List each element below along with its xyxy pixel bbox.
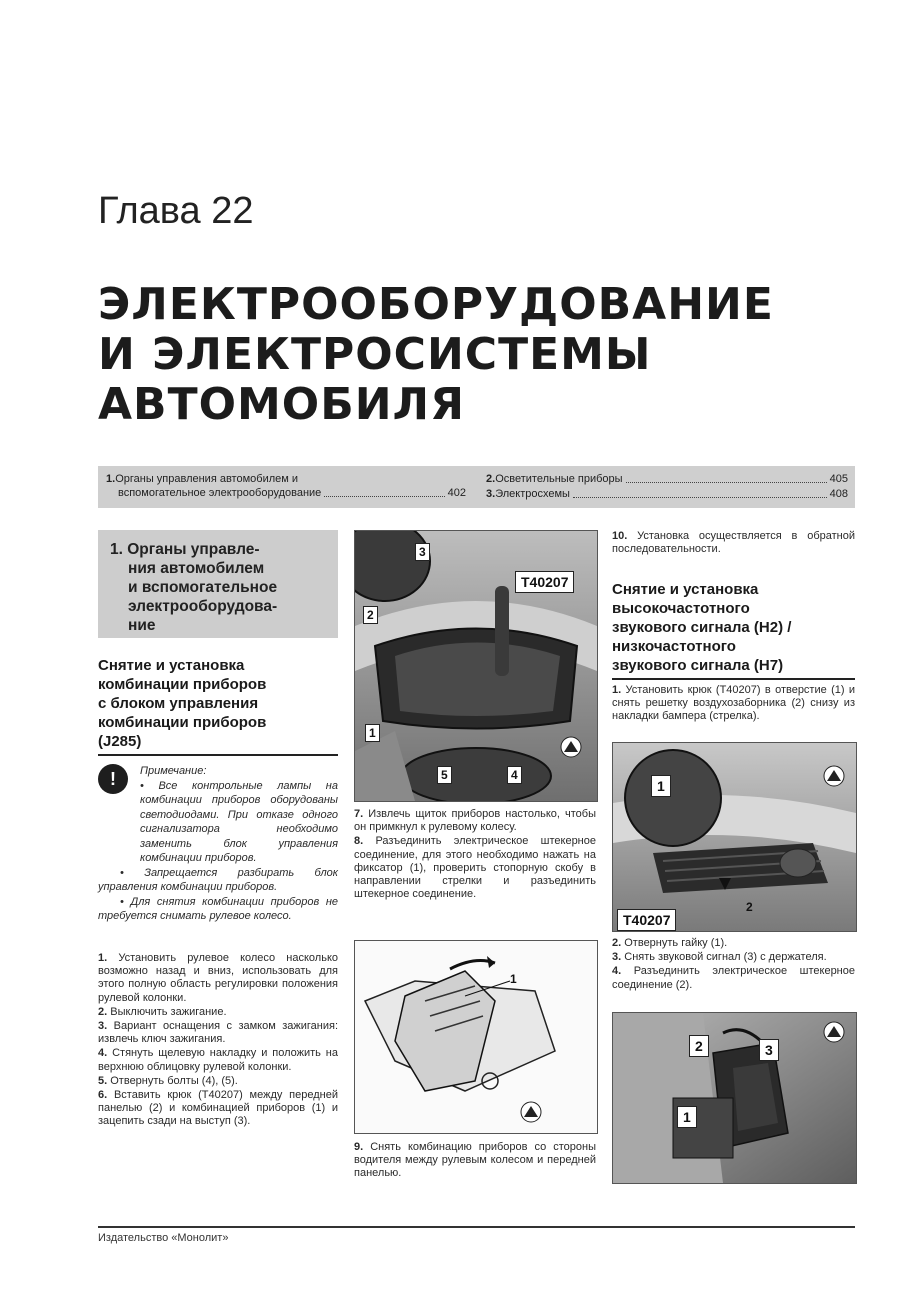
footer-rule (98, 1226, 855, 1228)
heading-rule (98, 754, 338, 756)
note-bullet: • Запрещается разбирать блок управления комбинации приборов. (98, 866, 338, 893)
step: 3. Вариант оснащения с замком зажигания: извлечь ключ зажигания. (98, 1020, 339, 1046)
steps-list (98, 952, 338, 1130)
figure-callout: 2 (746, 900, 753, 914)
title-line: И ЭЛЕКТРОСИСТЕМЫ (98, 329, 652, 380)
toc-page: 402 (447, 487, 466, 499)
chapter-contents (98, 466, 855, 508)
toc-text: вспомогательное электрооборудование (118, 487, 322, 499)
step: 2. Выключить зажигание. (98, 1005, 227, 1018)
figure-callout: T40207 (617, 909, 676, 931)
figure-callout: 1 (365, 724, 380, 742)
heading-rule (612, 678, 855, 680)
title-line: АВТОМОБИЛЯ (98, 379, 465, 430)
toc-item[interactable] (106, 472, 466, 500)
figure-callout: 1 (677, 1106, 697, 1128)
chapter-title (98, 280, 858, 430)
figure-callout: T40207 (515, 571, 574, 593)
photo-illustration (613, 1013, 856, 1183)
note-bullet: • Для снятия комбинации приборов не требуется снимать рулевое колесо. (98, 895, 338, 922)
figure-callout: 5 (437, 766, 452, 784)
toc-item[interactable] (486, 472, 848, 486)
subsection-heading: Снятие и установка комбинации приборов с блоком управления комбинации приборов (J285) (98, 656, 338, 756)
step: 2. Отвернуть гайку (1). (612, 937, 728, 949)
toc-page: 405 (829, 473, 848, 485)
note-bullet: • Все контрольные лампы на комбинации приборов оборудованы светодиодами. При отказе одного сигнализатора необходимо заменить блок управления комбинации приборов. (140, 779, 338, 864)
publisher-footer: Издательство «Монолит» (98, 1232, 229, 1244)
step: 7. Извлечь щиток приборов настолько, чтобы он примкнул к рулевому колесу. (354, 808, 596, 834)
figure-callout: 1 (651, 775, 671, 797)
note-label: Примечание: (140, 765, 207, 777)
horn-photo (612, 1012, 857, 1184)
figure-callout: 4 (507, 766, 522, 784)
publisher-logo-icon (823, 1021, 845, 1043)
step: 1. Установить рулевое колесо насколько возможно назад и вниз, использовать для этого полную область регулировки положения рулевой колонки. (98, 952, 338, 1004)
steps-list (612, 684, 855, 725)
figure-callout: 2 (689, 1035, 709, 1057)
toc-text: Электросхемы (495, 488, 570, 500)
steps-list (612, 937, 855, 993)
steps-list (354, 808, 596, 902)
section-heading: 1. Органы управле- ния автомобилем и вспомогательное электрооборудова- ние (110, 541, 278, 634)
publisher-logo-icon (560, 736, 582, 758)
publisher-logo-icon (823, 765, 845, 787)
connector-illustration (355, 941, 597, 1133)
toc-text: Органы управления автомобилем и (115, 473, 299, 485)
step: 4. Стянуть щелевую накладку и положить на верхнюю облицовку рулевой колонки. (98, 1047, 338, 1073)
connector-diagram (354, 940, 598, 1134)
toc-number: 1. (106, 473, 116, 485)
toc-number: 3. (486, 488, 496, 500)
step: 6. Вставить крюк (T40207) между передней панелью (2) и комбинацией приборов (1) и зацепить сзади на выступ (3). (98, 1089, 338, 1128)
note-icon: ! (98, 764, 128, 794)
photo-illustration (613, 743, 856, 931)
chapter-label: Глава 22 (98, 190, 254, 232)
figure-callout: 1 (510, 972, 517, 986)
step: 8. Разъединить электрическое штекерное соединение, для этого необходимо нажать на фиксатор (1), проверить стопорную скобу в направлении стрелки и разъединить штекерное соединение. (354, 835, 596, 901)
publisher-logo-icon (520, 1101, 542, 1123)
step: 4. Разъединить электрическое штекерное соединение (2). (612, 965, 855, 991)
section-heading-box (98, 530, 338, 638)
toc-text: Осветительные приборы (495, 473, 623, 485)
step: 5. Отвернуть болты (4), (5). (98, 1074, 238, 1087)
step: 1. Установить крюк (T40207) в отверстие (1) и снять решетку воздухозаборника (2) снизу из накладки бампера (стрелка). (612, 684, 855, 723)
steps-list (354, 1141, 596, 1182)
bumper-grille-photo (612, 742, 857, 932)
toc-page: 408 (829, 488, 848, 500)
toc-number: 2. (486, 473, 496, 485)
toc-item[interactable] (486, 487, 848, 501)
figure-callout: 2 (363, 606, 378, 624)
figure-callout: 3 (759, 1039, 779, 1061)
title-line: ЭЛЕКТРООБОРУДОВАНИЕ (98, 279, 774, 330)
step: 3. Снять звуковой сигнал (3) с держателя. (612, 951, 827, 964)
note-block (98, 764, 338, 924)
figure-callout: 3 (415, 543, 430, 561)
step: 9. Снять комбинацию приборов со стороны водителя между рулевым колесом и передней панелью. (354, 1141, 597, 1180)
subsection-heading: Снятие и установка высокочастотного звукового сигнала (H2) / низкочастотного звукового сигнала (H7) (612, 580, 855, 680)
instrument-cluster-photo (354, 530, 598, 802)
step: 10. Установка осуществляется в обратной последовательности. (612, 530, 855, 556)
steps-list (612, 530, 855, 557)
